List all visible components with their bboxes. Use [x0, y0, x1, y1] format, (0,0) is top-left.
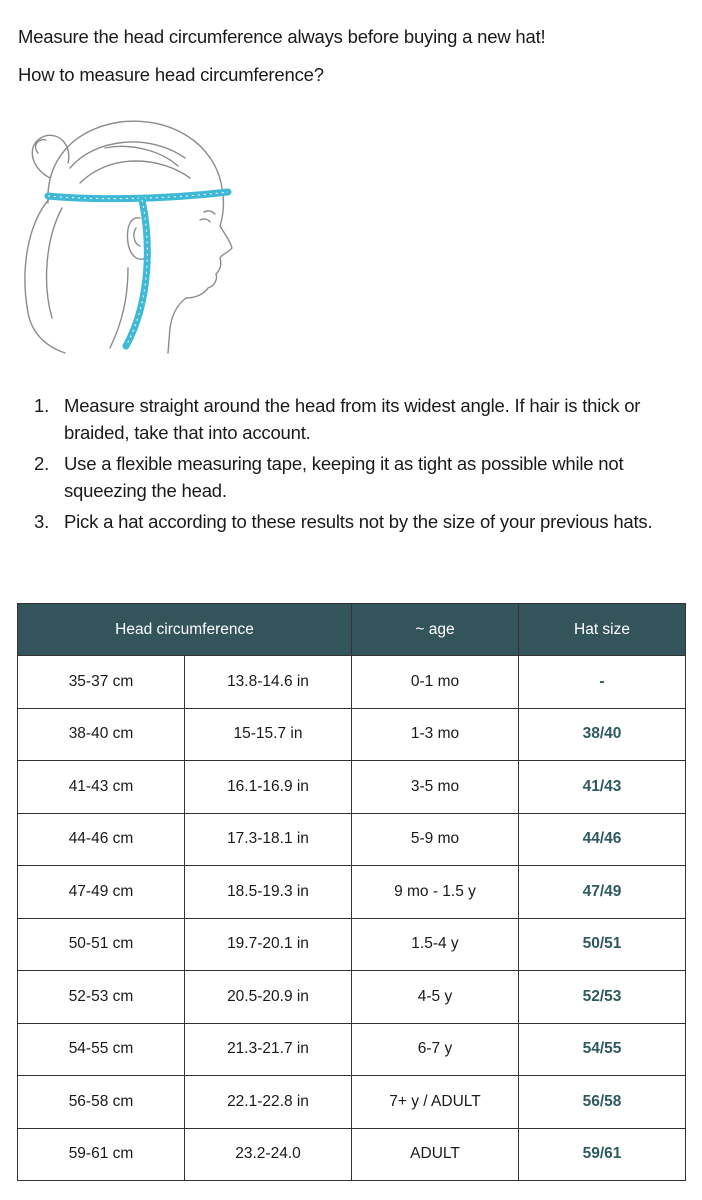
cell-inch: 17.3-18.1 in — [185, 813, 352, 866]
cell-age: 4-5 y — [352, 971, 519, 1024]
table-row — [18, 761, 686, 814]
cell-inch: 22.1-22.8 in — [185, 1076, 352, 1129]
step-number: 1. — [34, 395, 50, 416]
cell-age: 3-5 mo — [352, 761, 519, 814]
how-to-heading: How to measure head circumference? — [18, 64, 324, 85]
table-row — [18, 971, 686, 1024]
cell-age: 6-7 y — [352, 1023, 519, 1076]
cell-hat-size: 44/46 — [519, 813, 686, 866]
cell-cm: 56-58 cm — [18, 1076, 185, 1129]
cell-inch: 21.3-21.7 in — [185, 1023, 352, 1076]
cell-age: 5-9 mo — [352, 813, 519, 866]
table-row — [18, 1128, 686, 1181]
cell-age: ADULT — [352, 1128, 519, 1181]
table-row — [18, 866, 686, 919]
table-row — [18, 656, 686, 709]
cell-cm: 59-61 cm — [18, 1128, 185, 1181]
cell-hat-size: 47/49 — [519, 866, 686, 919]
step-number: 2. — [34, 453, 50, 474]
table-row — [18, 1023, 686, 1076]
cell-hat-size: 56/58 — [519, 1076, 686, 1129]
cell-inch: 15-15.7 in — [185, 708, 352, 761]
cell-cm: 52-53 cm — [18, 971, 185, 1024]
cell-cm: 35-37 cm — [18, 656, 185, 709]
cell-inch: 18.5-19.3 in — [185, 866, 352, 919]
cell-age: 9 mo - 1.5 y — [352, 866, 519, 919]
header-head-circumference: Head circumference — [18, 604, 352, 656]
head-measuring-tape-illustration — [10, 108, 250, 358]
cell-cm: 41-43 cm — [18, 761, 185, 814]
cell-hat-size: 38/40 — [519, 708, 686, 761]
cell-age: 1-3 mo — [352, 708, 519, 761]
intro-text: Measure the head circumference always before buying a new hat! — [18, 26, 546, 47]
step-number: 3. — [34, 511, 50, 532]
cell-cm: 50-51 cm — [18, 918, 185, 971]
cell-cm: 38-40 cm — [18, 708, 185, 761]
cell-cm: 47-49 cm — [18, 866, 185, 919]
cell-hat-size: 52/53 — [519, 971, 686, 1024]
cell-hat-size: - — [519, 656, 686, 709]
table-row — [18, 918, 686, 971]
step-item — [34, 508, 694, 535]
cell-hat-size: 54/55 — [519, 1023, 686, 1076]
cell-age: 7+ y / ADULT — [352, 1076, 519, 1129]
cell-inch: 13.8-14.6 in — [185, 656, 352, 709]
header-age: ~ age — [352, 604, 519, 656]
step-item — [34, 392, 694, 446]
cell-inch: 23.2-24.0 — [185, 1128, 352, 1181]
cell-cm: 54-55 cm — [18, 1023, 185, 1076]
step-item — [34, 450, 694, 504]
table-row — [18, 708, 686, 761]
cell-inch: 20.5-20.9 in — [185, 971, 352, 1024]
header-hat-size: Hat size — [519, 604, 686, 656]
step-text: Measure straight around the head from its widest angle. If hair is thick or braided, take that into account. — [64, 395, 641, 443]
step-text: Use a flexible measuring tape, keeping it as tight as possible while not squeezing the head. — [64, 453, 624, 501]
cell-cm: 44-46 cm — [18, 813, 185, 866]
cell-hat-size: 50/51 — [519, 918, 686, 971]
cell-age: 0-1 mo — [352, 656, 519, 709]
cell-hat-size: 59/61 — [519, 1128, 686, 1181]
cell-age: 1.5-4 y — [352, 918, 519, 971]
table-row — [18, 813, 686, 866]
size-chart-table — [17, 603, 686, 1181]
table-row — [18, 1076, 686, 1129]
table-header-row — [18, 604, 686, 656]
cell-hat-size: 41/43 — [519, 761, 686, 814]
cell-inch: 19.7-20.1 in — [185, 918, 352, 971]
measuring-steps — [34, 392, 694, 539]
cell-inch: 16.1-16.9 in — [185, 761, 352, 814]
step-text: Pick a hat according to these results not by the size of your previous hats. — [64, 511, 653, 532]
